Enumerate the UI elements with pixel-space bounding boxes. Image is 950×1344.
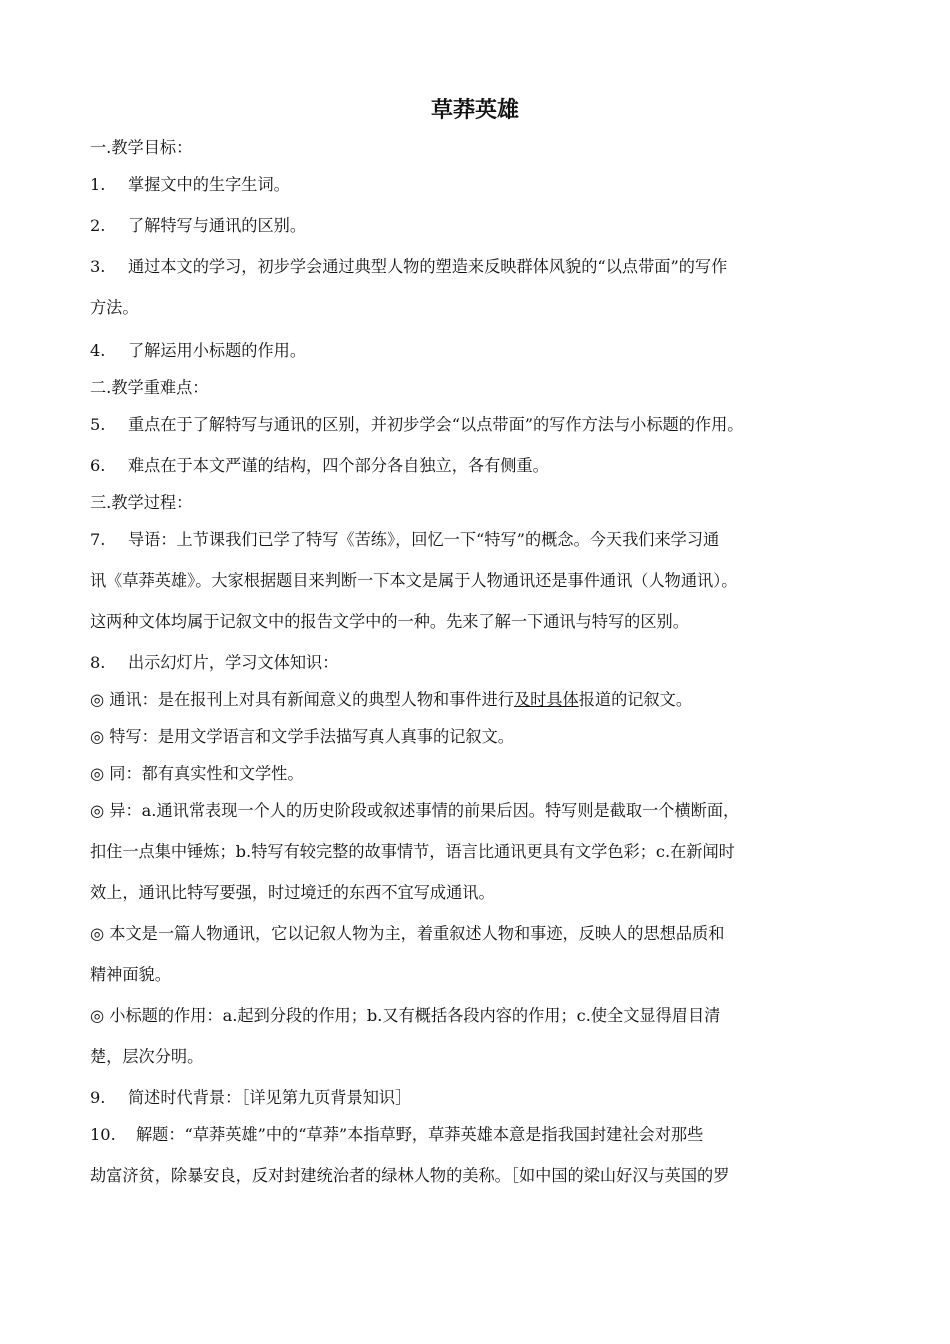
item-number: 1. <box>90 175 106 194</box>
item-number: 8. <box>90 653 106 672</box>
bullet-item: ◎ 同：都有真实性和文学性。 <box>90 764 304 783</box>
list-item <box>90 1083 880 1120</box>
bullet-item-continuation: 精神面貌。 <box>90 965 171 984</box>
bullet-text: 报道的记叙文。 <box>578 690 693 709</box>
list-item <box>90 1120 880 1161</box>
section-heading-process: 三.教学过程： <box>90 493 193 512</box>
bullet-item-continuation: 扣住一点集中锤炼；b.特写有较完整的故事情节，语言比通讯更具有文学色彩；c.在新闻时 <box>90 842 735 861</box>
bullet-item-continuation: 效上，通讯比特写要强，时过境迁的东西不宜写成通讯。 <box>90 883 495 902</box>
item-text: 重点在于了解特写与通讯的区别，并初步学会“以点带面”的写作方法与小标题的作用。 <box>128 415 744 434</box>
item-number: 4. <box>90 341 106 360</box>
item-text: 简述时代背景：［详见第九页背景知识］ <box>128 1088 412 1107</box>
item-text: 了解特写与通讯的区别。 <box>128 216 307 235</box>
bullet-item: ◎ 特写：是用文学语言和文学手法描写真人真事的记叙文。 <box>90 727 514 746</box>
item-number: 9. <box>90 1088 106 1107</box>
item-number: 3. <box>90 257 106 276</box>
list-item <box>90 451 880 488</box>
item-text: 导语：上节课我们已学了特写《苦练》，回忆一下“特写”的概念。今天我们来学习通 <box>128 530 720 549</box>
list-item-continuation: 这两种文体均属于记叙文中的报告文学中的一种。先来了解一下通讯与特写的区别。 <box>90 612 689 631</box>
section-heading-objectives: 一.教学目标： <box>90 138 193 157</box>
item-text: 出示幻灯片，学习文体知识： <box>128 653 339 672</box>
list-item-continuation: 方法。 <box>90 298 139 317</box>
underlined-text: 及时具体 <box>513 690 579 709</box>
list-item <box>90 211 880 252</box>
list-item-continuation: 劫富济贫，除暴安良，反对封建统治者的绿林人物的美称。［如中国的梁山好汉与英国的罗 <box>90 1166 730 1185</box>
item-text: 了解运用小标题的作用。 <box>128 341 307 360</box>
list-item <box>90 252 880 293</box>
item-text: 难点在于本文严谨的结构，四个部分各自独立，各有侧重。 <box>128 456 549 475</box>
document-title: 草莽英雄 <box>430 98 519 123</box>
list-item <box>90 336 880 373</box>
item-text: 通过本文的学习，初步学会通过典型人物的塑造来反映群体风貌的“以点带面”的写作 <box>128 257 728 276</box>
bullet-item: ◎ 本文是一篇人物通讯，它以记叙人物为主，着重叙述人物和事迹，反映人的思想品质和 <box>90 924 725 943</box>
item-number: 10. <box>90 1125 116 1144</box>
list-item <box>90 525 880 566</box>
section-heading-key-points: 二.教学重难点： <box>90 378 209 397</box>
bullet-item: ◎ 小标题的作用：a.起到分段的作用；b.又有概括各段内容的作用；c.使全文显得眉目清 <box>90 1006 721 1025</box>
item-number: 5. <box>90 415 106 434</box>
bullet-item-continuation: 楚，层次分明。 <box>90 1047 204 1066</box>
list-item <box>90 410 880 451</box>
bullet-item: ◎ 异：a.通讯常表现一个人的历史阶段或叙述事情的前果后因。特写则是截取一个横断面， <box>90 801 740 820</box>
item-text: 解题：“草莽英雄”中的“草莽”本指草野，草莽英雄本意是指我国封建社会对那些 <box>136 1125 704 1144</box>
item-text: 掌握文中的生字生词。 <box>128 175 290 194</box>
item-number: 2. <box>90 216 106 235</box>
list-item-continuation: 讯《草莽英雄》。大家根据题目来判断一下本文是属于人物通讯还是事件通讯（人物通讯）。 <box>90 571 738 590</box>
list-item <box>90 170 880 211</box>
bullet-text: ◎ 通讯：是在报刊上对具有新闻意义的典型人物和事件进行 <box>90 690 514 709</box>
document-body <box>90 133 880 1202</box>
list-item <box>90 648 880 685</box>
item-number: 6. <box>90 456 106 475</box>
item-number: 7. <box>90 530 106 549</box>
bullet-item <box>90 685 880 722</box>
